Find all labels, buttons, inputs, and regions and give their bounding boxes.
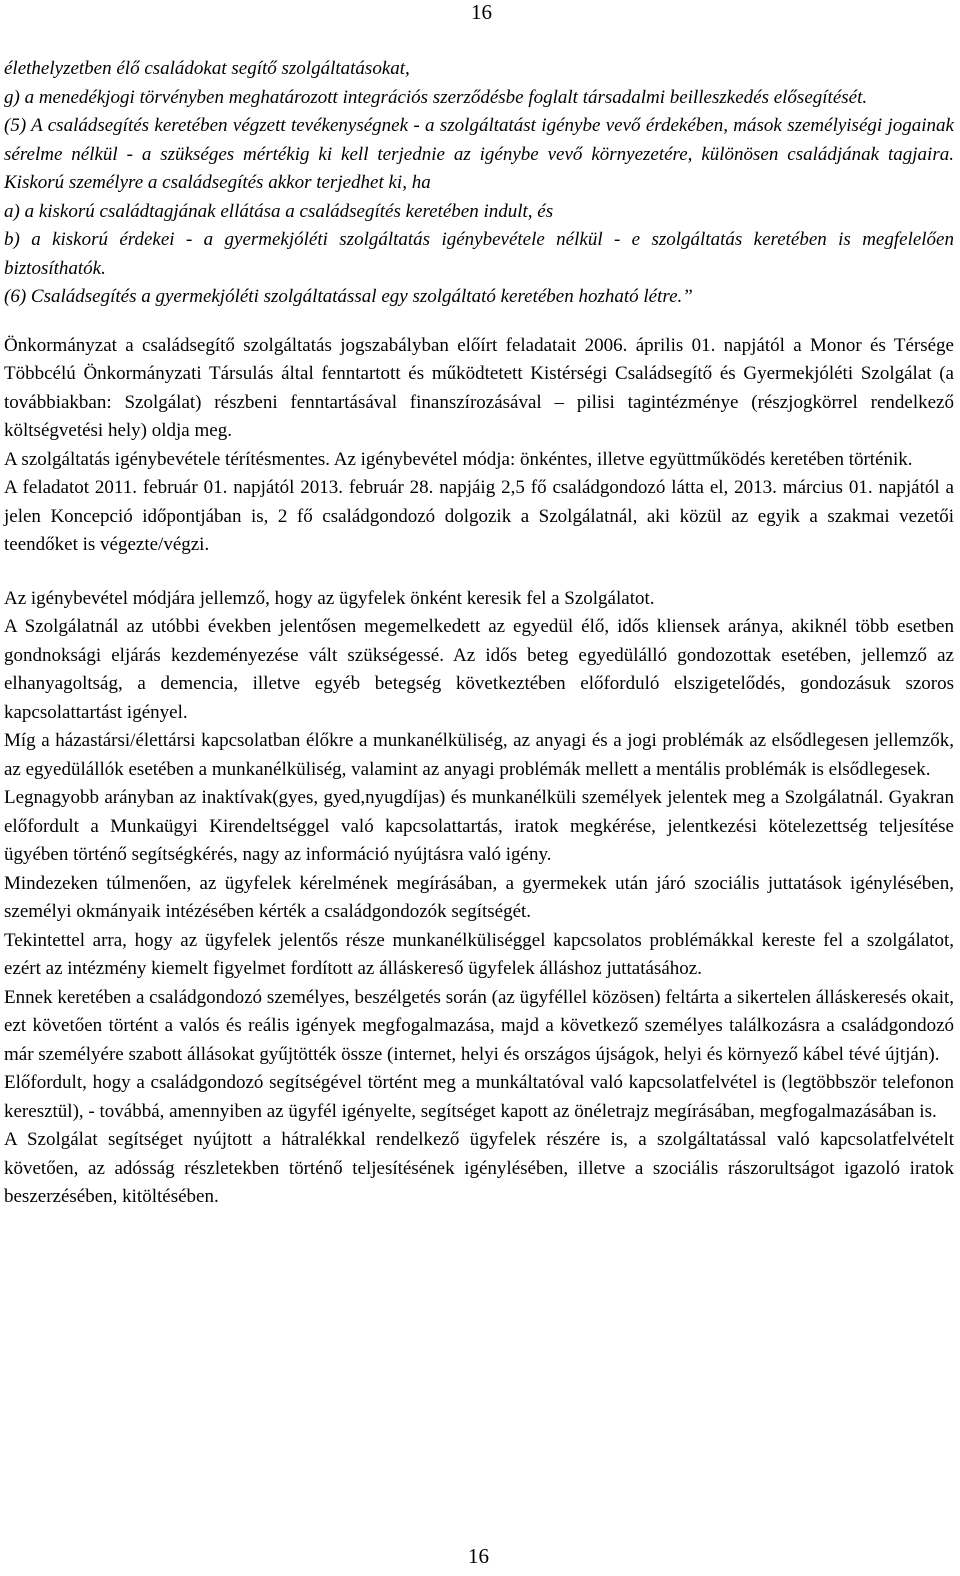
paragraph: A szolgáltatás igénybevétele térítésmentes. Az igénybevétel módja: önkéntes, illetve együttműködés keretében történik.	[4, 448, 913, 470]
paragraph: Legnagyobb arányban az inaktívak(gyes, gyed,nyugdíjas) és munkanélküli személyek jelentek meg a Szolgálatnál. Gyakran előfordult a Munkaügyi Kirendeltséggel való kapcsolattartás, iratok megkérése, jelentkezési kötelezettség teljesítése ügyében történő segítségkérés, nagy az információ nyújtásra való igény.	[4, 787, 954, 865]
paragraph: Előfordult, hogy a családgondozó segítségével történt meg a munkáltatóval való kapcsolatfelvétel is (legtöbbször telefonon keresztül), - továbbá, amennyiben az ügyfél igényelte, segítséget kapott az önéletrajz megírásában, megfogalmazásában is.	[4, 1072, 954, 1122]
quoted-law-line: a) a kiskorú családtagjának ellátása a családsegítés keretében indult, és	[4, 200, 554, 222]
page-number-top: 16	[471, 0, 492, 24]
quoted-law-line: b) a kiskorú érdekei - a gyermekjóléti szolgáltatás igénybevétele nélkül - e szolgáltatás keretében is megfelelően biztosíthatók.	[4, 229, 954, 279]
paragraph: Míg a házastársi/élettársi kapcsolatban élőkre a munkanélküliség, az anyagi és a jogi problémák az elsődlegesen jellemzők, az egyedülállók esetében a munkanélküliség, valamint az anyagi problémák mellett a mentális problémák is elsődlegesek.	[4, 730, 954, 780]
page-number-bottom: 16	[468, 1544, 489, 1568]
quoted-law-line: g) a menedékjogi törvényben meghatározott integrációs szerződésbe foglalt társadalmi beilleszkedés elősegítését.	[4, 86, 868, 108]
paragraph: Mindezeken túlmenően, az ügyfelek kérelmének megírásában, a gyermekek után járó szociális juttatások igénylésében, személyi okmányaik intézésében kérték a családgondozók segítségét.	[4, 872, 954, 922]
paragraph: A feladatot 2011. február 01. napjától 2013. február 28. napjáig 2,5 fő családgondozó látta el, 2013. március 01. napjától a jelen Koncepció időpontjában is, 2 fő családgondozó dolgozik a Szolgálatnál, aki közül az egyik a szakmai vezetői teendőket is végezte/végzi.	[4, 477, 954, 555]
paragraph: Ennek keretében a családgondozó személyes, beszélgetés során (az ügyféllel közösen) feltárta a sikertelen álláskeresés okait, ezt követően történt a valós és reális igények megfogalmazása, majd a következő személyes találkozásra a családgondozó már személyére szabott állásokat gyűjtötték össze (internet, helyi és országos újságok, helyi és környező kábel tévé újtján).	[4, 986, 954, 1065]
quoted-law-line: (5) A családsegítés keretében végzett tevékenységnek - a szolgáltatást igénybe vevő érdekében, mások személyiségi jogainak sérelme nélkül - a szükséges mértékig ki kell terjednie az igénybe vevő környezetére, különösen családjának tagjaira. Kiskorú személyre a családsegítés akkor terjedhet ki, ha	[4, 115, 954, 193]
paragraph: Az igénybevétel módjára jellemző, hogy az ügyfelek önként keresik fel a Szolgálatot.	[4, 587, 655, 609]
section-one	[4, 332, 954, 560]
quoted-law-line: élethelyzetben élő családokat segítő szolgáltatásokat,	[4, 58, 410, 79]
document-body	[4, 56, 954, 1212]
paragraph: A Szolgálat segítséget nyújtott a hátralékkal rendelkező ügyfelek részére is, a szolgáltatással való kapcsolatfelvételt követően, az adósság részletekben történő teljesítésének igénylésében, illetve a szociális rászorultságot igazoló iratok beszerzésében, kitöltésében.	[4, 1129, 954, 1207]
quoted-law-block	[4, 55, 954, 312]
paragraph: Tekintettel arra, hogy az ügyfelek jelentős része munkanélküliséggel kapcsolatos problémákkal kereste fel a szolgálatot, ezért az intézmény kiemelt figyelmet fordított az álláskereső ügyfelek álláshoz juttatásához.	[4, 929, 954, 979]
paragraph: A Szolgálatnál az utóbbi években jelentősen megemelkedett az egyedül élő, idős kliensek aránya, akiknél több esetben gondnoksági eljárás kezdeményezése vált szükségessé. Az idős beteg egyedülálló gondozottak esetében, jellemző az elhanyagoltság, a demencia, illetve egyéb betegség következtében előforduló elszigetelődés, gondozásuk szoros kapcsolattartást igényel.	[4, 616, 954, 723]
section-two	[4, 585, 954, 1212]
quoted-law-line: (6) Családsegítés a gyermekjóléti szolgáltatással egy szolgáltató keretében hozható létre.”	[4, 286, 693, 307]
paragraph: Önkormányzat a családsegítő szolgáltatás jogszabályban előírt feladatait 2006. április 01. napjától a Monor és Térsége Többcélú Önkormányzati Társulás által fenntartott és működtetett Kistérségi Családsegítő és Gyermekjóléti Szolgálat (a továbbiakban: Szolgálat) részbeni fenntartásával finanszírozásával – pilisi tagintézménye (részjogkörrel rendelkező költségvetési hely) oldja meg.	[4, 334, 954, 441]
